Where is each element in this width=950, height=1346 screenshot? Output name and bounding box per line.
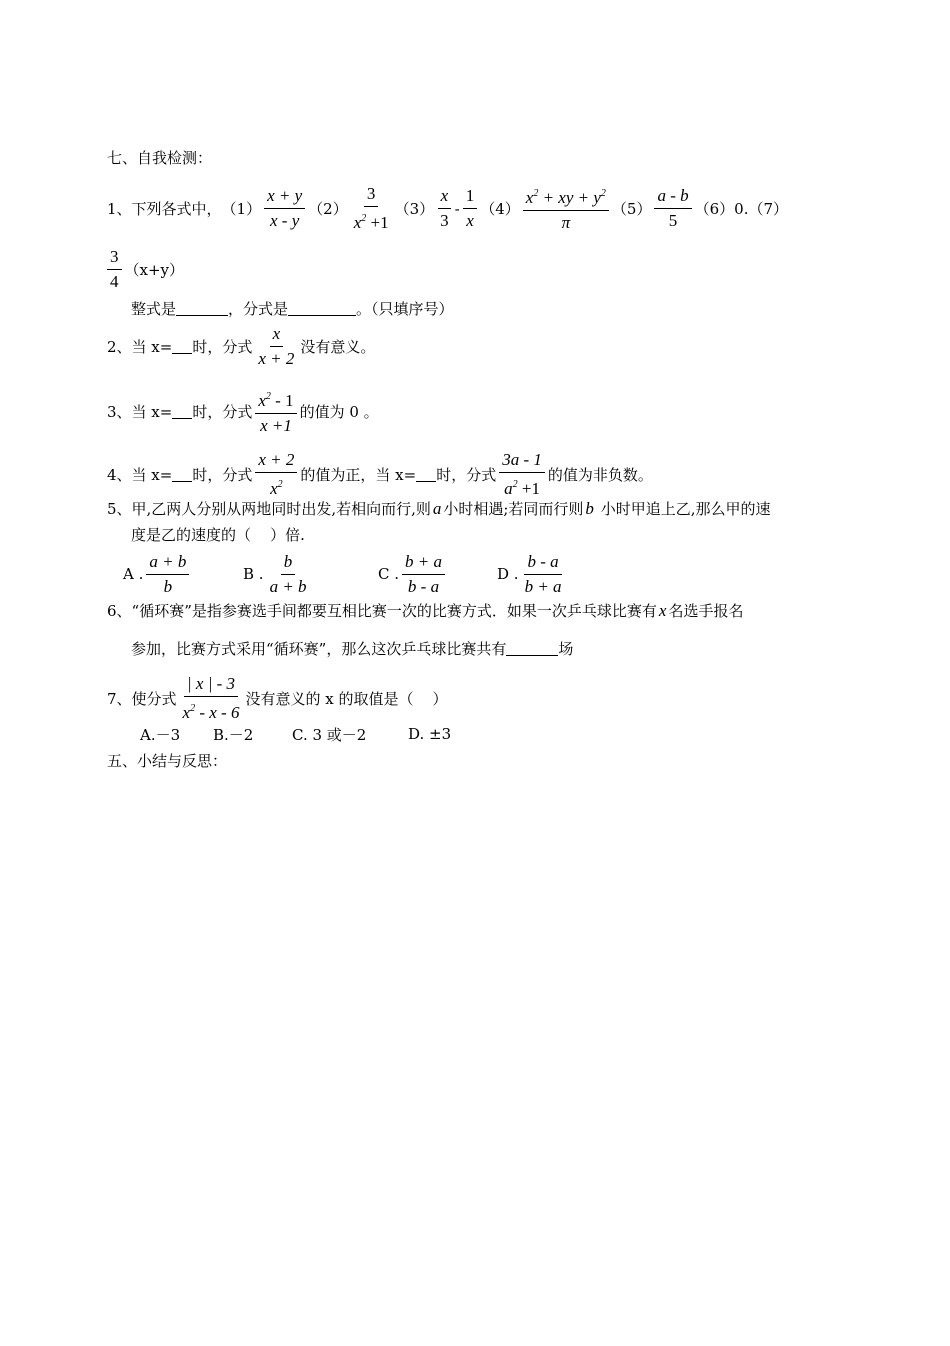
option-a[interactable]: A . $\frac{a + b}{b}$ — [123, 550, 192, 599]
section-5-title: 五、小结与反思： — [107, 752, 228, 770]
answer-blank-fractional[interactable] — [288, 301, 356, 316]
fraction-3a: $\frac{x}{3}$ — [437, 184, 452, 233]
answer-blank[interactable] — [506, 641, 558, 656]
answer-blank-1[interactable] — [172, 467, 192, 482]
fraction-7: $\frac{3}{4}$ — [107, 245, 122, 294]
fraction-5: $\frac{a - b}{5}$ — [654, 184, 691, 233]
fraction-1: $\frac{x + 2}{x^2}$ — [255, 448, 297, 501]
fraction: $\frac{x^2 - 1}{x +1}$ — [255, 385, 296, 438]
option-d[interactable]: D. ±3 — [408, 725, 452, 743]
fraction-2: $\frac{3}{x^2 +1}$ — [353, 184, 389, 232]
answer-blank-2[interactable] — [416, 467, 436, 482]
question-1-line-2: $\frac{3}{4}$ （x+y） — [104, 245, 184, 294]
fraction-2: $\frac{3a - 1}{a^2 +1}$ — [499, 448, 545, 501]
section-7-title: 七、自我检测： — [107, 149, 213, 167]
option-b[interactable]: B . $\frac{b}{a + b}$ — [243, 551, 307, 596]
fraction: $\frac{x}{x + 2}$ — [258, 324, 295, 368]
fraction: $\frac{| x | - 3}{x^2 - x - 6}$ — [182, 674, 240, 722]
question-5-line-1: 5、甲,乙两人分别从两地同时出发,若相向而行,则 a 小时相遇;若同而行则 b 小时甲追上乙,那么甲的速 — [107, 498, 771, 518]
question-5-options — [0, 548, 950, 600]
option-a[interactable]: A.－3 — [140, 725, 181, 744]
question-7: 7、使分式 $\frac{| x | - 3}{x^2 - x - 6}$ 没有意义的 x 的取值是（ ） — [107, 672, 448, 725]
fraction-1: $\frac{x + y}{x - y}$ — [264, 184, 305, 233]
question-2: 2、当 x= 时，分式 $\frac{x}{x + 2}$ 没有意义。 — [107, 322, 375, 371]
question-1-answer-line: 整式是 ，分式是 。（只填序号） — [131, 300, 454, 318]
answer-blank[interactable] — [172, 404, 192, 419]
answer-blank[interactable] — [172, 339, 192, 354]
question-6-line-1: 6、“循环赛”是指参赛选手间都要互相比赛一次的比赛方式．如果一次乒乓球比赛有 x 名选手报名 — [107, 600, 744, 620]
question-5-line-2: 度是乙的速度的（ ）倍. — [131, 526, 305, 544]
question-4: 4、当 x= 时，分式 $\frac{x + 2}{x^2}$ 的值为正，当 x= 时，分式 $\frac{3a - 1}{a^2 +1}$ 的值为非负数。 — [107, 448, 653, 501]
question-6-line-2: 参加，比赛方式采用“循环赛”，那么这次乒乓球比赛共有 场 — [131, 640, 574, 658]
question-3: 3、当 x= 时，分式 $\frac{x^2 - 1}{x +1}$ 的值为 0 。 — [107, 385, 379, 438]
fraction-3b: $\frac{1}{x}$ — [463, 184, 478, 233]
answer-blank-integral[interactable] — [176, 301, 228, 316]
fraction-4: $\frac{x^2 + xy + y^2}{\pi}$ — [523, 182, 609, 235]
question-7-options — [0, 724, 950, 744]
option-c[interactable]: C . $\frac{b + a}{b - a}$ — [378, 550, 448, 599]
question-1-line-1: 1、下列各式中， （1） $\frac{x + y}{x - y}$ （2） $\frac{3}{x^2 +1}$ （3） $\frac{x}{3}$ - $\frac{1}{x}$ （4） $\frac{x^2 + xy + y^2}{\pi}$ （5） $\frac{a - b}{5}$ （6）0.（7） — [107, 182, 788, 235]
option-b[interactable]: B.－2 — [213, 725, 254, 744]
option-c[interactable]: C. 3 或－2 — [292, 725, 367, 744]
option-d[interactable]: D . $\frac{b - a}{b + a}$ — [497, 551, 562, 596]
